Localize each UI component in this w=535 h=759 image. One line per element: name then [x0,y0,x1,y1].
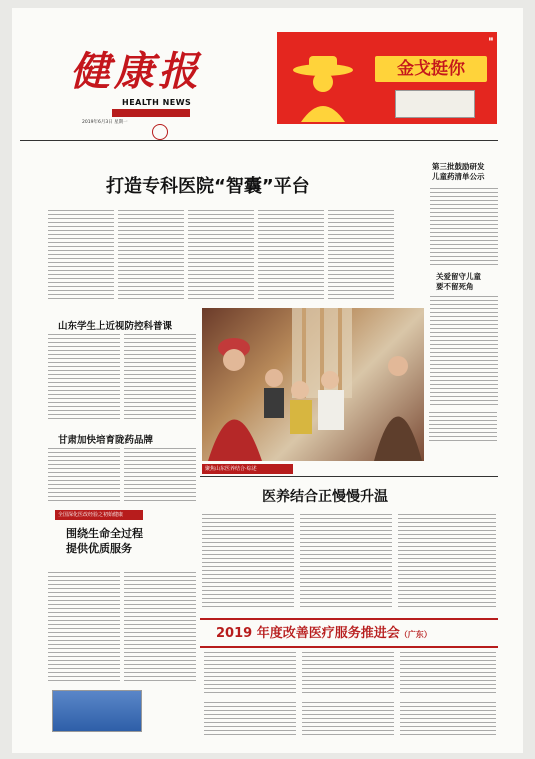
lead-story-column [328,210,394,300]
lead-story-column [48,210,114,300]
masthead-divider [20,140,498,141]
story-text [48,448,120,504]
feature-headline: 医养结合正慢慢升温 [262,489,388,505]
event-text [400,702,496,736]
lifecycle-title-line-2: 提供优质服务 [66,542,132,555]
series-banner: 全国深化医改经验之初始健康 [55,510,143,520]
story-text [124,334,196,422]
story-text [124,572,196,682]
event-text [400,652,496,696]
masthead-date: 2019年6月3日 星期一 [82,120,128,125]
story-text [48,572,120,682]
right-brief-headline [436,272,481,292]
right-brief-text [430,188,498,266]
story-headline-lifecycle [66,526,143,556]
ad-slogan: 金戈挺你 [375,56,487,82]
feature-divider [200,476,498,477]
right-brief-2-line-1: 关爱留守儿童 [436,272,481,281]
ad-product-pack [395,90,475,118]
main-headline: 打造专科医院“智囊”平台 [106,176,310,197]
feature-text [398,514,496,610]
news-photo [202,308,424,461]
event-title-text: 2019 年度改善医疗服务推进会 [216,626,400,641]
feature-banner: 聚焦山东医养结合·综述 [202,464,293,474]
masthead-info [82,120,272,126]
advertisement [277,32,497,124]
right-brief-2-line-2: 要不留死角 [436,282,474,291]
event-region: （广东） [399,630,432,639]
event-text [204,652,296,696]
story-headline-gansu: 甘肃加快培育陇药品牌 [58,435,154,446]
right-brief-1-line-1: 第三批鼓励研发 [432,162,485,171]
event-title [216,622,432,641]
lead-story-column [188,210,254,300]
event-text [204,702,296,736]
story-text [124,448,196,504]
lead-story-column [118,210,184,300]
publisher-logo-icon [152,124,168,140]
children-photo-icon [202,308,424,461]
event-text [302,652,394,696]
feature-text [202,514,294,610]
event-text [302,702,394,736]
ad-character-icon [291,52,355,122]
right-brief-1-line-2: 儿童药清单公示 [432,172,485,181]
feature-text [300,514,392,610]
right-brief-text [430,296,498,406]
ad-corner-mark: ▮▮ [488,36,493,41]
caption-text [429,412,497,442]
masthead-subtitle [112,109,190,117]
right-brief-headline [432,162,485,182]
lifecycle-title-line-1: 围绕生命全过程 [66,527,143,540]
masthead-english-title: HEALTH NEWS [122,98,192,107]
bottom-thumbnail [52,690,142,732]
story-headline-shandong: 山东学生上近视防控科普课 [58,321,173,332]
lead-story-column [258,210,324,300]
masthead-title: 健康报 [70,48,202,95]
story-text [48,334,120,422]
photo-caption [429,412,499,462]
